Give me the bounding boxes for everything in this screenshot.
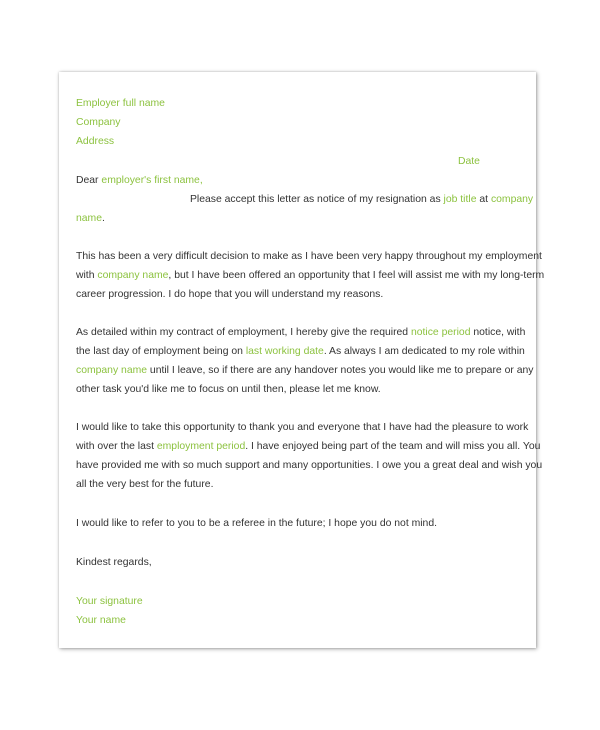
company-name-placeholder-part2: name <box>76 213 102 224</box>
employer-first-name-placeholder: employer's first name, <box>101 175 203 186</box>
para3-line-4: all the very best for the future. <box>76 479 214 490</box>
intro-period: . <box>102 213 105 224</box>
para2-line-2 <box>76 345 525 359</box>
intro-text: Please accept this letter as notice of my resignation as <box>190 194 444 205</box>
para2-line-1 <box>76 326 525 340</box>
salutation <box>76 174 203 188</box>
notice-period-placeholder: notice period <box>410 327 471 338</box>
para3-line-2 <box>76 440 540 454</box>
para1-with: with <box>76 270 98 281</box>
para2-line-4: other task you'd like me to focus on until then, please let me know. <box>76 384 381 395</box>
signature-placeholder: Your signature <box>76 596 143 607</box>
company-name-placeholder-part1: company <box>490 194 534 205</box>
para1-line-1: This has been a very difficult decision to make as I have been very happy throughout my employment <box>76 251 542 262</box>
para2-text-a: As detailed within my contract of employment, I hereby give the required <box>76 327 411 338</box>
company-name-placeholder: company name <box>76 365 148 376</box>
intro-line-1 <box>190 193 533 207</box>
para3-text-a: with over the last <box>76 441 157 452</box>
salutation-dear: Dear <box>76 175 102 186</box>
para3-line-1: I would like to take this opportunity to thank you and everyone that I have had the pleasure to work <box>76 422 529 433</box>
intro-at: at <box>476 194 491 205</box>
para2-text-e: until I leave, so if there are any handover notes you would like me to prepare or any <box>147 365 534 376</box>
para2-line-3 <box>76 364 533 378</box>
last-working-date-placeholder: last working date <box>245 346 324 357</box>
para3-text-b: . I have enjoyed being part of the team and will miss you all. You <box>245 441 541 452</box>
employer-name-placeholder: Employer full name <box>76 98 165 109</box>
para2-text-c: the last day of employment being on <box>76 346 246 357</box>
your-name-placeholder: Your name <box>76 615 126 626</box>
para1-text: , but I have been offered an opportunity that I feel will assist me with my long-term <box>168 270 545 281</box>
company-name-placeholder: company name <box>97 270 169 281</box>
date-placeholder: Date <box>458 156 480 167</box>
company-placeholder: Company <box>76 117 121 128</box>
para1-line-3: career progression. I do hope that you will understand my reasons. <box>76 289 384 300</box>
para4: I would like to refer to you to be a referee in the future; I hope you do not mind. <box>76 518 438 529</box>
job-title-placeholder: job title <box>443 194 477 205</box>
address-placeholder: Address <box>76 136 115 147</box>
para3-line-3: have provided me with so much support and many opportunities. I owe you a great deal and wish you <box>76 460 543 471</box>
employment-period-placeholder: employment period <box>156 441 246 452</box>
resignation-letter-page <box>59 72 545 648</box>
para2-text-b: notice, with <box>470 327 526 338</box>
para1-line-2 <box>76 269 544 283</box>
intro-line-2 <box>76 212 105 226</box>
para2-text-d: . As always I am dedicated to my role within <box>323 346 525 357</box>
closing: Kindest regards, <box>76 557 152 568</box>
